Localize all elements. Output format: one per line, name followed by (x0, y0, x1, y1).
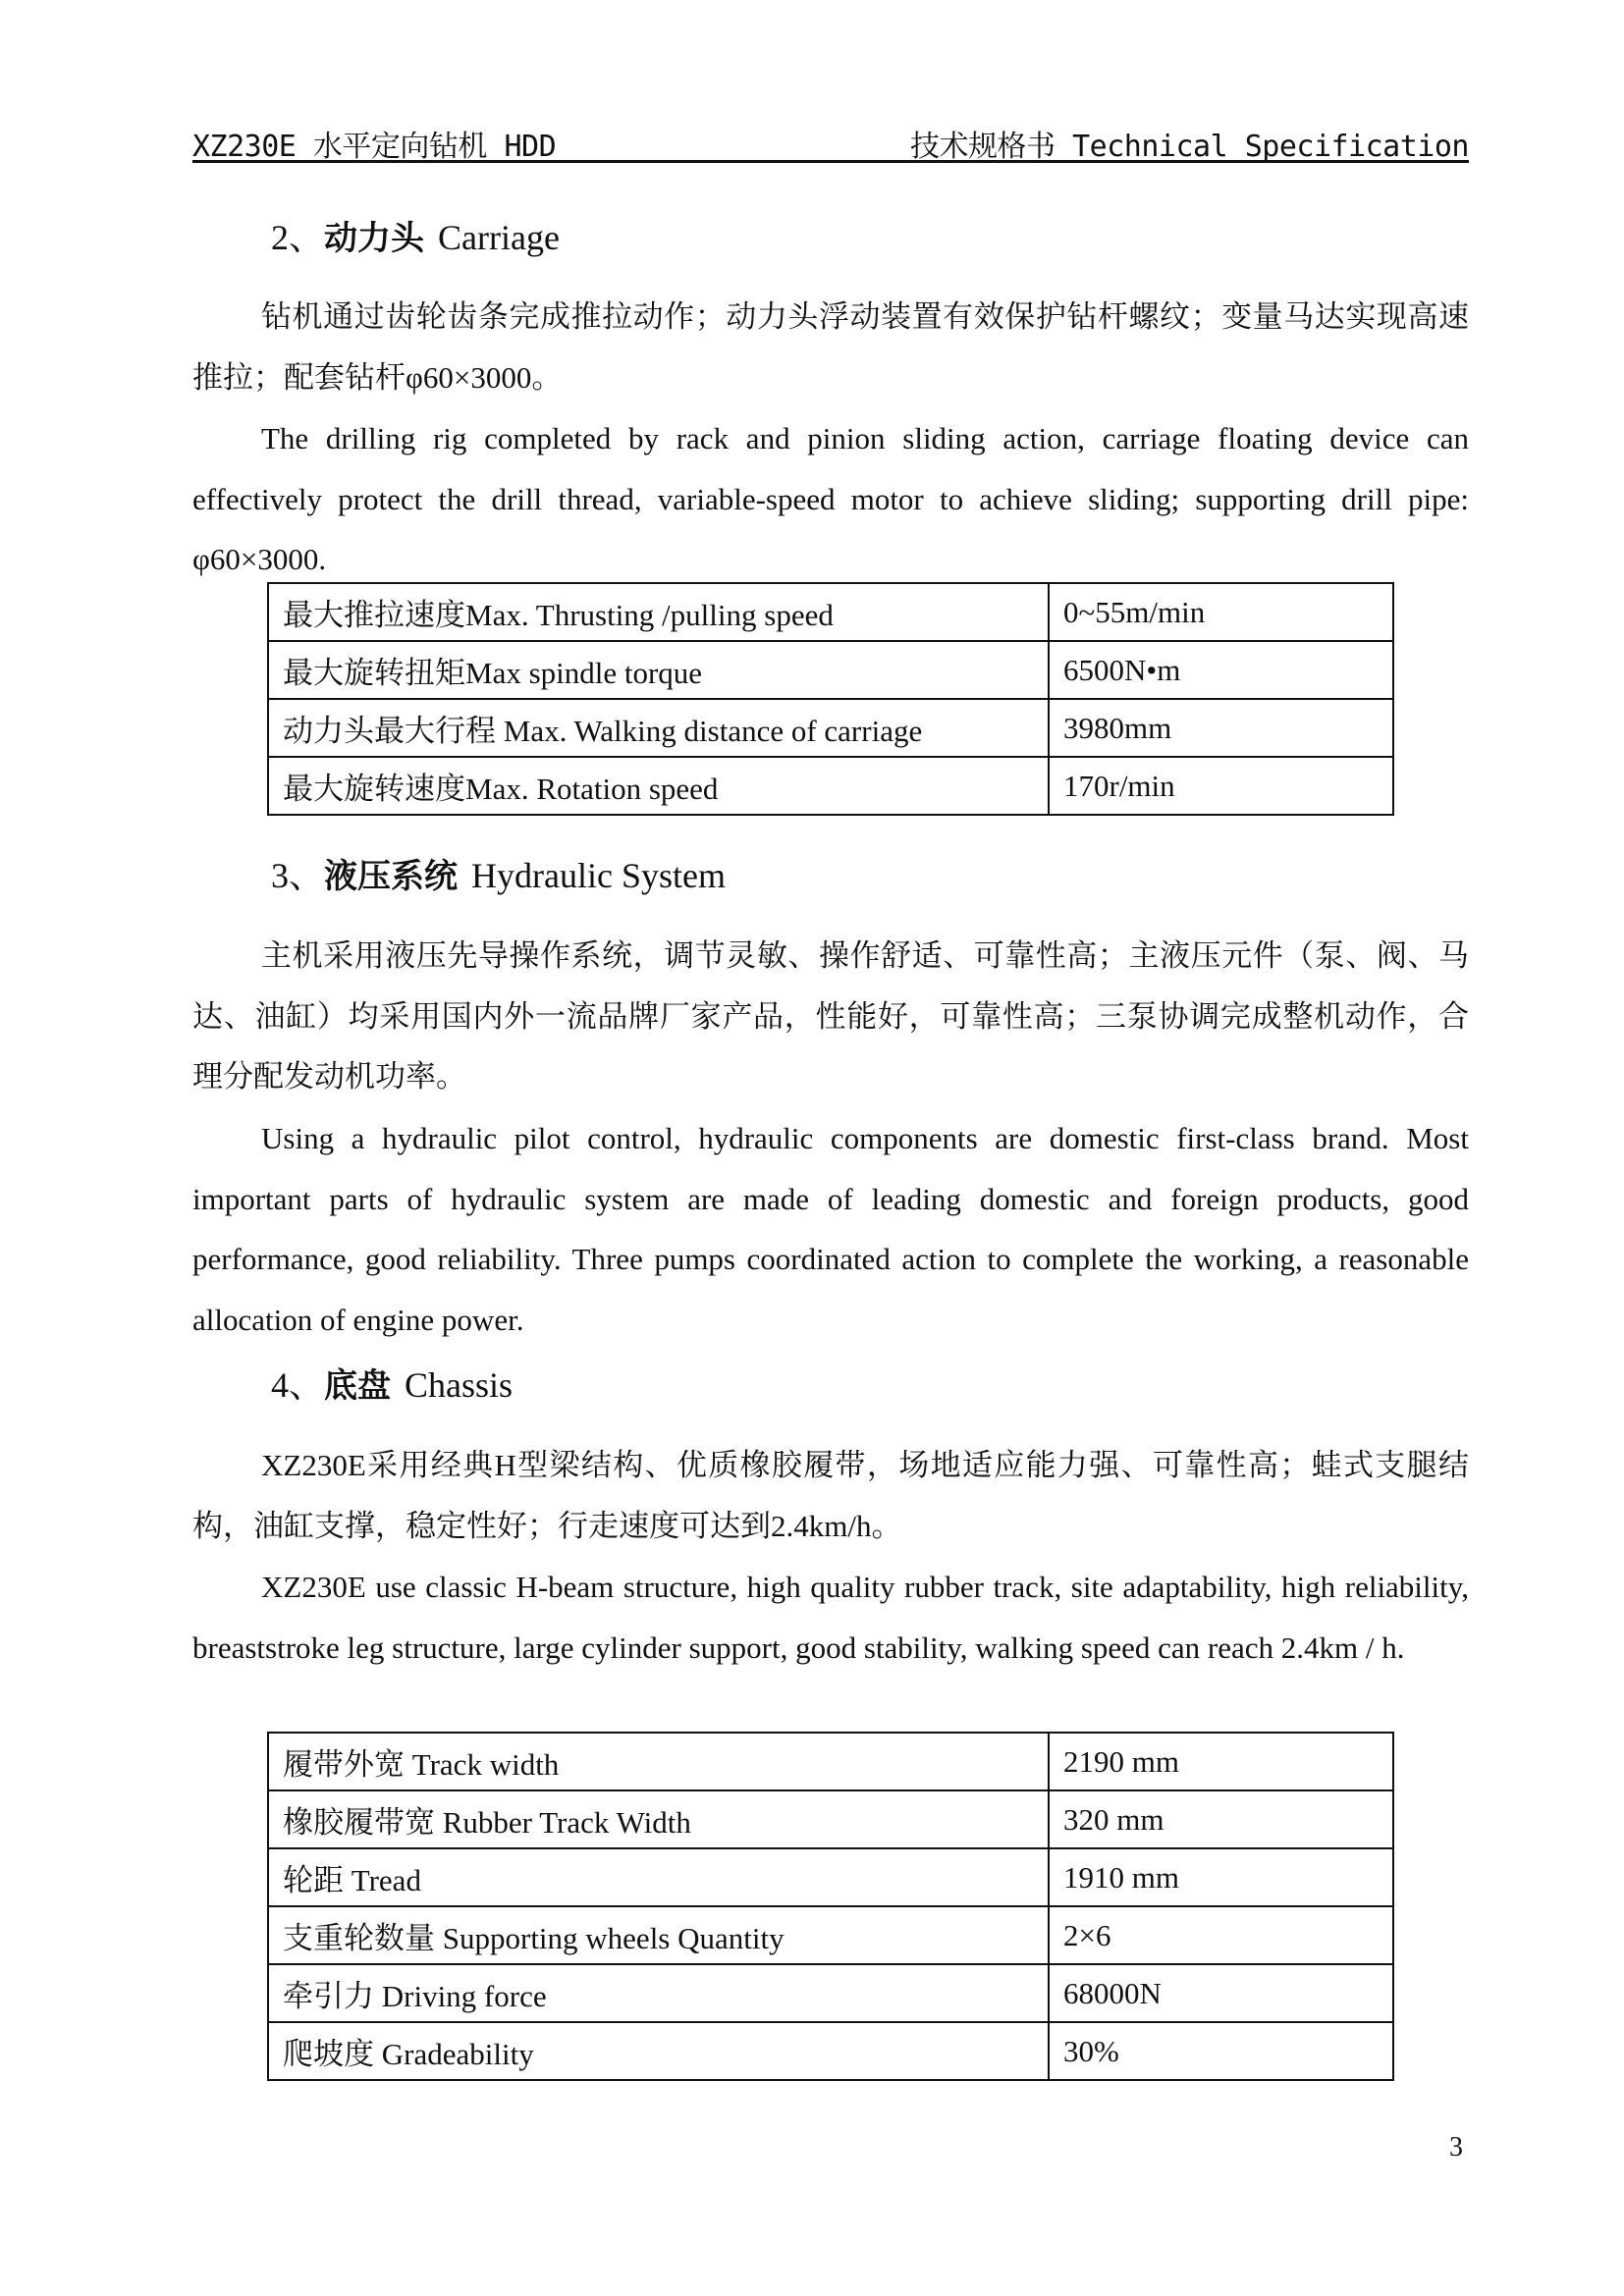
table-row (268, 1733, 1393, 1790)
spec-label: 爬坡度 Gradeability (268, 2022, 1049, 2080)
section-title-en: Carriage (438, 218, 560, 257)
spec-value: 6500N•m (1049, 641, 1393, 699)
spec-value: 320 mm (1049, 1790, 1393, 1848)
spec-label: 最大旋转扭矩Max spindle torque (268, 641, 1049, 699)
paragraph-hydraulic-zh: 主机采用液压先导操作系统，调节灵敏、操作舒适、可靠性高；主液压元件（泵、阀、马达、油缸）均采用国内外一流品牌厂家产品，性能好，可靠性高；三泵协调完成整机动作，合理分配发动机功率。 (192, 938, 1469, 1094)
spec-label: 动力头最大行程 Max. Walking distance of carriage (268, 699, 1049, 757)
section-title-zh: 液压系统 (324, 857, 459, 896)
section-title-en: Hydraulic System (471, 856, 726, 895)
table-row (268, 2022, 1393, 2080)
spec-value: 170r/min (1049, 757, 1393, 815)
section-number: 2、 (271, 218, 325, 257)
table-row (268, 757, 1393, 815)
spec-value: 2×6 (1049, 1906, 1393, 1964)
section-title-en: Chassis (405, 1365, 514, 1405)
section-number: 4、 (271, 1365, 325, 1405)
paragraph-carriage-en: The drilling rig completed by rack and pinion sliding action, carriage floating device can effectively protect the drill thread, variable-speed motor to achieve sliding; supporting drill pipe: φ60×3000. (192, 421, 1469, 576)
header-left-title: XZ230E 水平定向钻机 HDD (192, 130, 557, 164)
table-row (268, 1848, 1393, 1906)
page-number: 3 (1449, 2132, 1463, 2163)
header-right-title: 技术规格书 Technical Specification (910, 130, 1469, 164)
spec-table-carriage (267, 582, 1394, 816)
paragraph-chassis-zh: XZ230E采用经典H型梁结构、优质橡胶履带，场地适应能力强、可靠性高；蛙式支腿结构，油缸支撑，稳定性好；行走速度可达到2.4km/h。 (192, 1448, 1469, 1543)
section-heading-chassis (271, 1358, 513, 1408)
spec-value: 3980mm (1049, 699, 1393, 757)
section-heading-hydraulic (271, 848, 726, 898)
spec-label: 最大旋转速度Max. Rotation speed (268, 757, 1049, 815)
paragraph-hydraulic-en: Using a hydraulic pilot control, hydraulic components are domestic first-class brand. Most important parts of hydraulic system are made of leading domestic and foreign products, good performance, good reliability. Three pumps coordinated action to complete the working, a reasonable allocation of engine power. (192, 1121, 1469, 1337)
spec-label: 橡胶履带宽 Rubber Track Width (268, 1790, 1049, 1848)
spec-value: 2190 mm (1049, 1733, 1393, 1790)
paragraph-chassis-en: XZ230E use classic H-beam structure, high quality rubber track, site adaptability, high reliability, breaststroke leg structure, large cylinder support, good stability, walking speed can reach 2.4km / h. (192, 1570, 1469, 1665)
page-header (192, 116, 1469, 163)
spec-value: 30% (1049, 2022, 1393, 2080)
table-row (268, 1964, 1393, 2022)
spec-value: 68000N (1049, 1964, 1393, 2022)
spec-value: 0~55m/min (1049, 583, 1393, 641)
table-row (268, 699, 1393, 757)
spec-label: 支重轮数量 Supporting wheels Quantity (268, 1906, 1049, 1964)
spec-label: 轮距 Tread (268, 1848, 1049, 1906)
table-row (268, 641, 1393, 699)
spec-label: 履带外宽 Track width (268, 1733, 1049, 1790)
spec-table-chassis (267, 1732, 1394, 2081)
section-heading-carriage (271, 210, 560, 260)
section-title-zh: 底盘 (324, 1366, 392, 1406)
table-row (268, 1906, 1393, 1964)
spec-label: 最大推拉速度Max. Thrusting /pulling speed (268, 583, 1049, 641)
section-number: 3、 (271, 856, 325, 895)
paragraph-carriage-zh: 钻机通过齿轮齿条完成推拉动作；动力头浮动装置有效保护钻杆螺纹；变量马达实现高速推拉；配套钻杆φ60×3000。 (192, 299, 1469, 395)
spec-value: 1910 mm (1049, 1848, 1393, 1906)
table-row (268, 583, 1393, 641)
table-row (268, 1790, 1393, 1848)
section-title-zh: 动力头 (324, 219, 425, 258)
spec-label: 牵引力 Driving force (268, 1964, 1049, 2022)
